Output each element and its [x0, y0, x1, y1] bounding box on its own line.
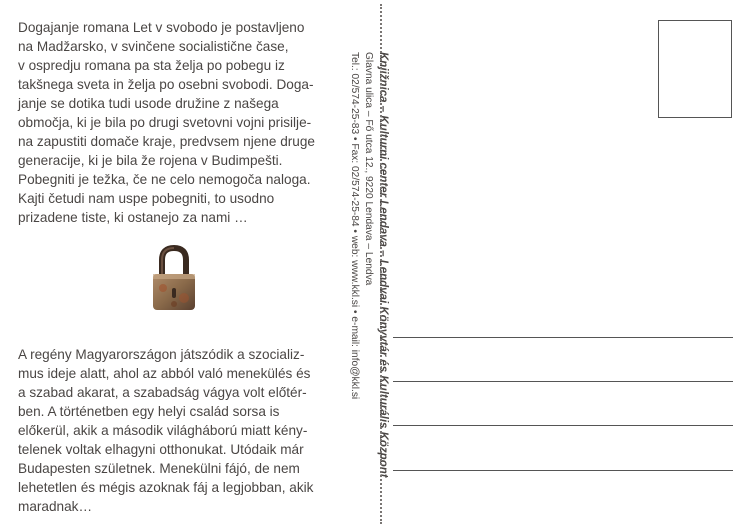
text-line: A regény Magyarországon játszódik a szocializ-: [18, 347, 305, 362]
address-line: [393, 470, 733, 471]
publisher-name: Knjižnica – Kulturni center Lendava – Lendvai Könyvtár és Kulturális Központ: [377, 52, 389, 478]
slovenian-description: [18, 18, 358, 227]
text-line: lehetetlen és mégis azoknak fáj a legjobban, akik: [18, 480, 314, 495]
text-line: območja, ki je bila po drugi svetovni vojni prisilje-: [18, 115, 312, 130]
address-line: [393, 381, 733, 382]
text-line: telenek voltak elhagyni otthonukat. Utódaik már: [18, 442, 304, 457]
text-line: v ospredju romana pa sta želja po pobegu iz: [18, 58, 285, 73]
text-line: a szabad akarat, a szabadság vágya volt előtér-: [18, 385, 307, 400]
text-line: janje se dotika tudi usode družine z našega: [18, 96, 279, 111]
publisher-contact: Tel.: 02/574-25-83 • Fax: 02/574-25-84 • web: www.kkl.si • e-mail: info@kkl.si: [349, 52, 360, 400]
text-line: maradnak…: [18, 499, 93, 514]
stamp-box: [658, 20, 732, 118]
text-line: Dogajanje romana Let v svobodo je postavljeno: [18, 20, 305, 35]
text-line: takšnega sveta in želja po osebni svobodi. Doga-: [18, 77, 314, 92]
text-line: na Madžarsko, v svinčene socialistične čase,: [18, 39, 289, 54]
dotted-divider: [380, 4, 382, 524]
padlock-icon: [148, 244, 200, 314]
text-line: Budapesten születnek. Menekülni fájó, de nem: [18, 461, 300, 476]
text-line: előkerül, akik a második világháború miatt kény-: [18, 423, 308, 438]
text-line: Pobegniti je težka, če ne celo nemogoča naloga.: [18, 172, 311, 187]
publisher-address: Glavna ulica – Fő utca 12., 9220 Lendava – Lendva: [363, 52, 374, 286]
publisher-block: [340, 52, 390, 478]
address-line: [393, 337, 733, 338]
text-line: mus ideje alatt, ahol az abból való menekülés és: [18, 366, 311, 381]
hungarian-description: [18, 345, 358, 516]
text-line: ben. A történetben egy helyi család sorsa is: [18, 404, 280, 419]
text-line: na zapustiti domače kraje, predvsem njene druge: [18, 134, 315, 149]
text-line: prizadene tiste, ki ostanejo za nami …: [18, 210, 248, 225]
text-line: generacije, ki je bila že rojena v Budimpešti.: [18, 153, 283, 168]
text-line: Kajti četudi nam uspe pobegniti, to usodno: [18, 191, 275, 206]
address-line: [393, 425, 733, 426]
